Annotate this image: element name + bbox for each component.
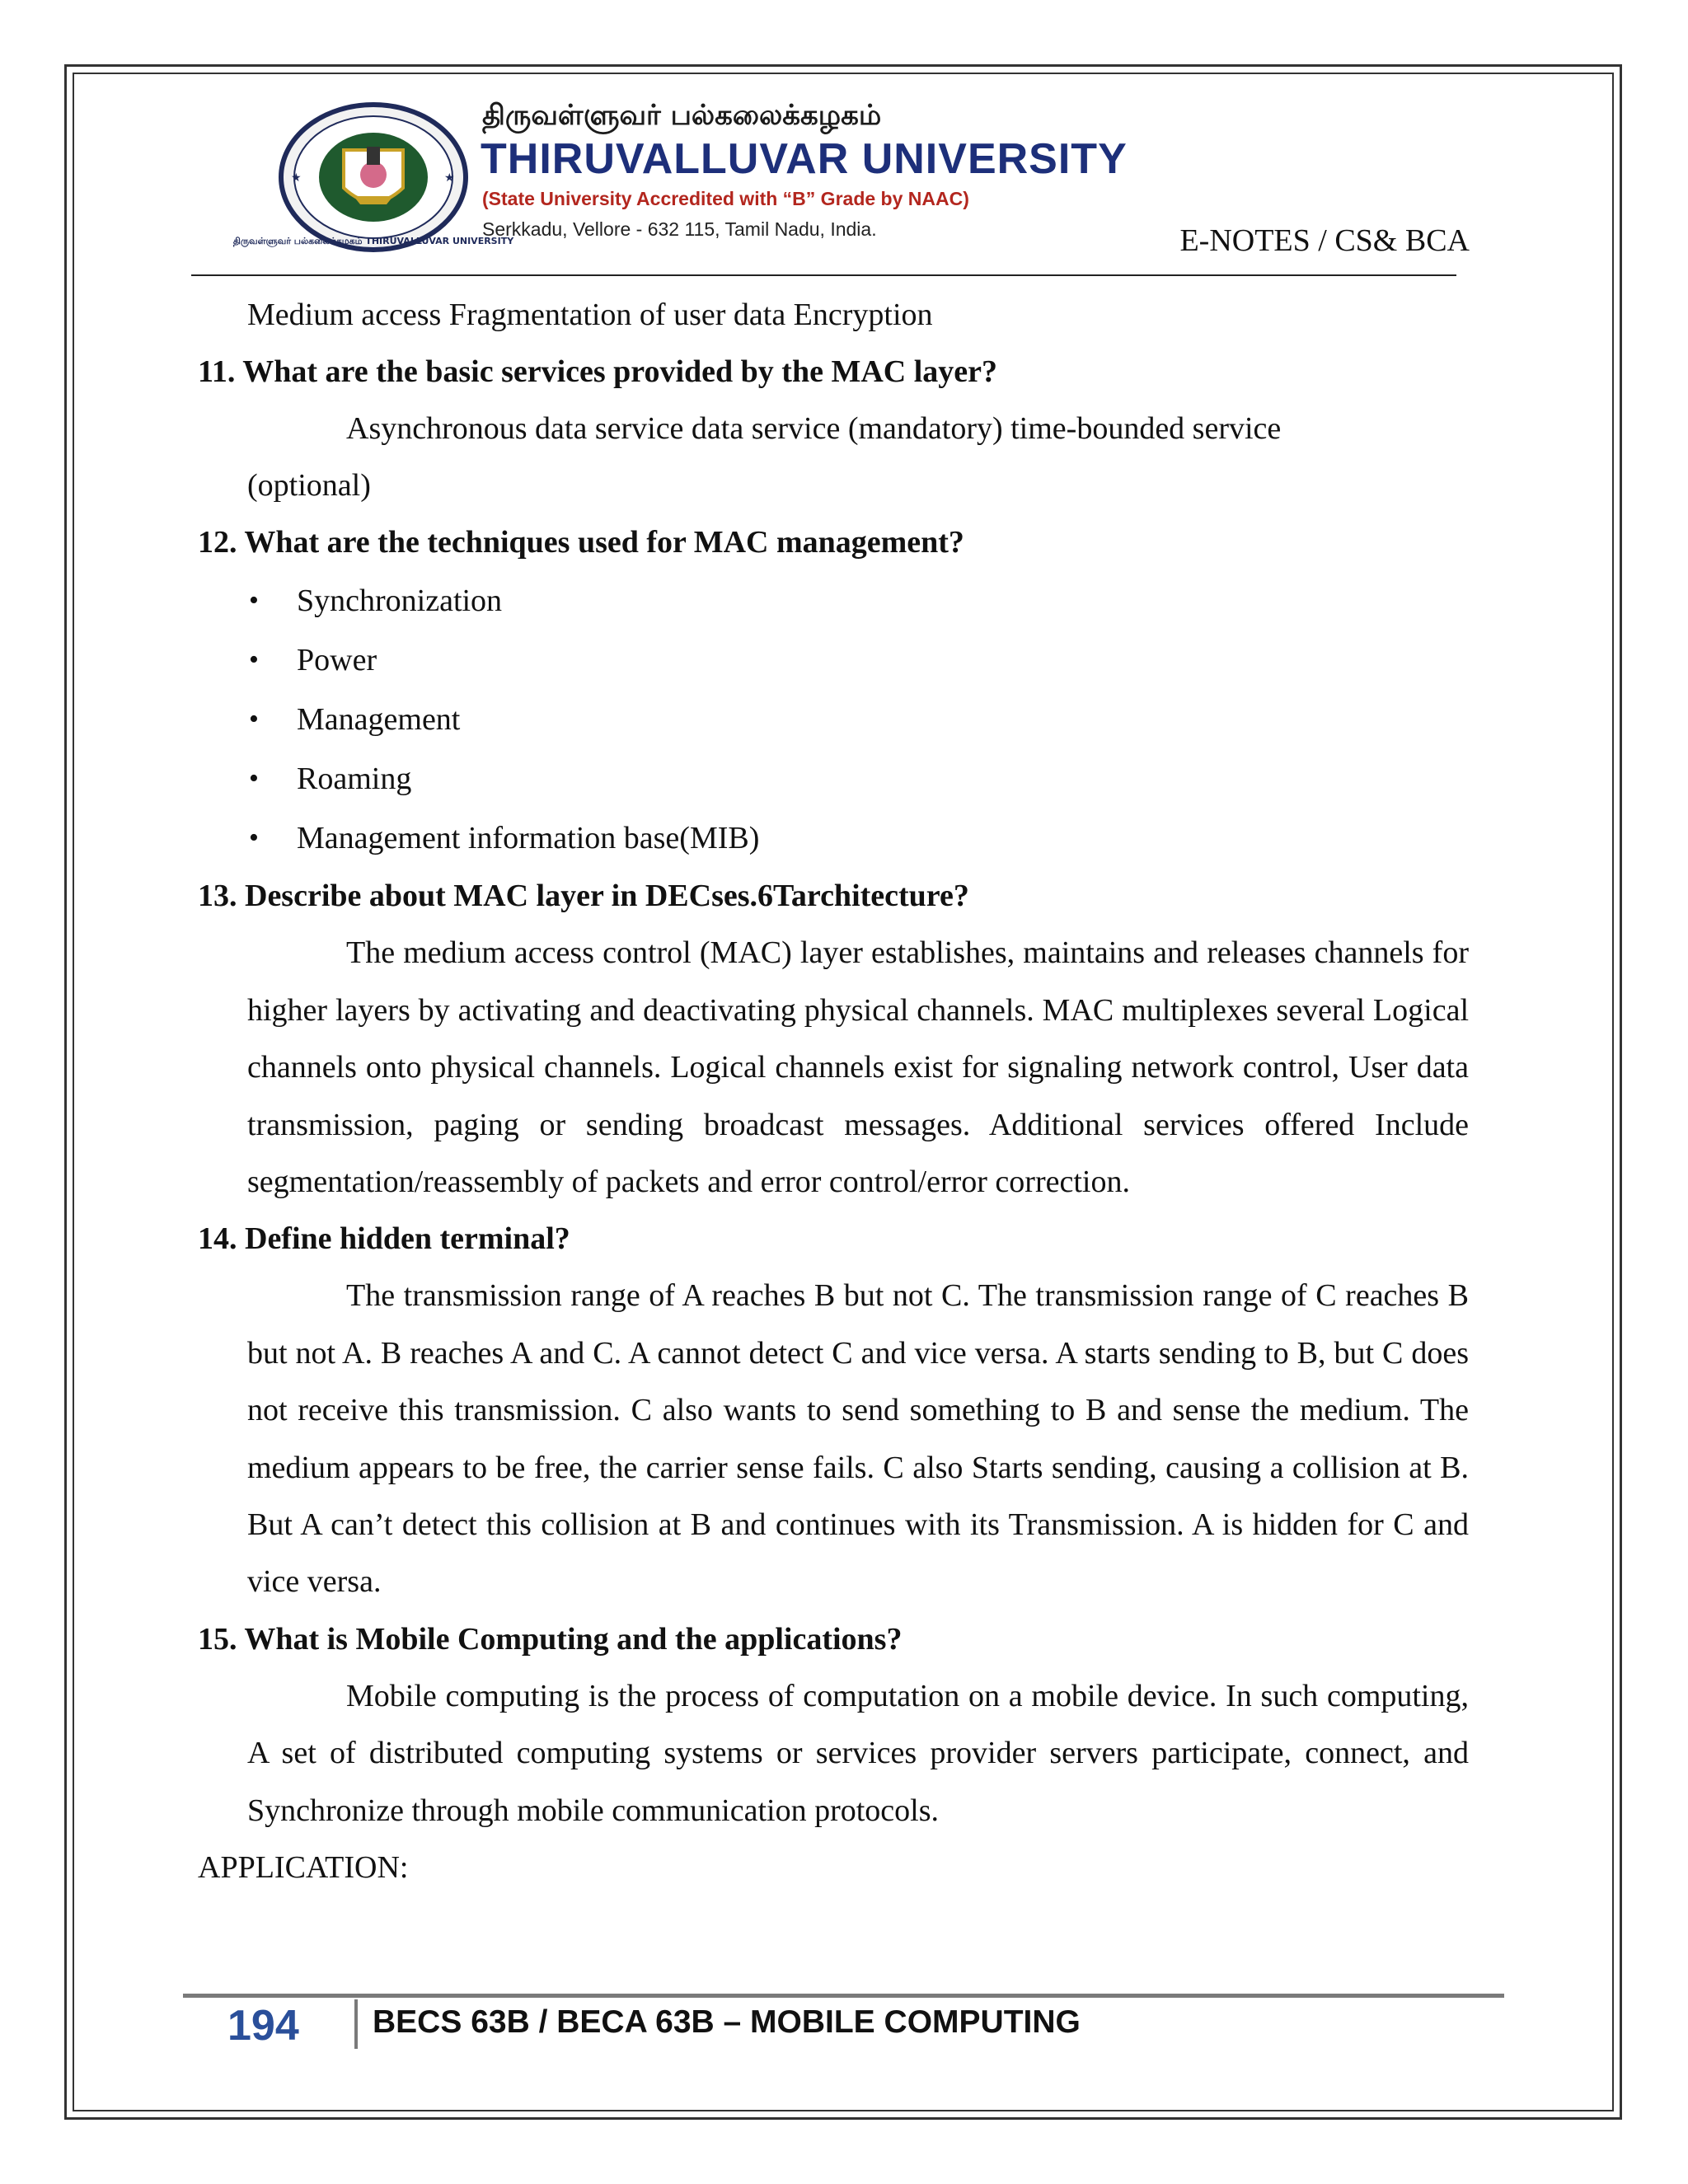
header-divider	[191, 274, 1456, 276]
question-number: 12.	[198, 525, 237, 560]
answer-11	[198, 401, 1469, 457]
list-item: • Roaming	[249, 762, 412, 797]
university-name: THIRUVALLUVAR UNIVERSITY	[481, 135, 1128, 183]
answer-13-text: The medium access control (MAC) layer establishes, maintains and releases channels for higher layers by activating and deactivating physical channels. MAC multiplexes several Logical channels onto physical channels. Logical channels exist for signaling network control, User data transmission, paging or sending broadcast messages. Additional services offered Include segmentation/reassembly of packets and error control/error correction.	[247, 935, 1469, 1200]
course-title: BECS 63B / BECA 63B – MOBILE COMPUTING	[373, 2004, 1081, 2040]
answer-11-text: Asynchronous data service data service (mandatory) time-bounded service	[346, 411, 1282, 446]
question-12	[198, 514, 1469, 571]
intro-line: Medium access Fragmentation of user data Encryption	[247, 298, 933, 332]
question-number: 15.	[198, 1621, 237, 1657]
list-item: • Management	[249, 702, 461, 738]
university-name-tamil: திருவள்ளுவர் பல்கலைக்கழகம்	[482, 99, 882, 132]
question-text: What is Mobile Computing and the applications?	[244, 1621, 903, 1657]
question-number: 13.	[198, 879, 237, 914]
page-number: 194	[227, 2002, 299, 2050]
footer-divider	[183, 1994, 1504, 1998]
application-label: APPLICATION:	[198, 1850, 409, 1886]
question-14	[198, 1211, 1469, 1268]
list-item: • Management information base(MIB)	[249, 821, 760, 856]
svg-text:★: ★	[291, 171, 302, 185]
page-content	[198, 287, 1469, 1896]
question-number: 14.	[198, 1221, 237, 1257]
accreditation-text: (State University Accredited with “B” Grade by NAAC)	[482, 188, 969, 209]
answer-15	[198, 1668, 1469, 1840]
seal-text: திருவள்ளுவர் பல்கலைக்கழகம் THIRUVALLUVAR UNIVERSITY	[232, 236, 514, 246]
university-address: Serkkadu, Vellore - 632 115, Tamil Nadu, India.	[482, 218, 877, 240]
answer-14	[198, 1268, 1469, 1610]
question-text: What are the basic services provided by the MAC layer?	[242, 354, 998, 389]
question-number: 11.	[198, 354, 236, 389]
svg-text:★: ★	[444, 171, 455, 185]
mac-management-list	[198, 571, 1469, 868]
question-text: Define hidden terminal?	[245, 1221, 570, 1257]
question-text: Describe about MAC layer in DECses.6Tarchitecture?	[245, 879, 969, 914]
answer-11-continued: (optional)	[247, 468, 371, 504]
answer-13	[198, 925, 1469, 1211]
answer-15-text: Mobile computing is the process of computation on a mobile device. In such computing, A set of distributed computing systems or services provider servers participate, connect, and Synchronize through mobile communication protocols.	[247, 1678, 1469, 1828]
footer-separator	[354, 1999, 358, 2049]
question-13	[198, 868, 1469, 925]
list-item: • Synchronization	[249, 583, 503, 619]
enotes-label: E-NOTES / CS& BCA	[1179, 223, 1470, 258]
question-11	[198, 344, 1469, 401]
question-text: What are the techniques used for MAC management?	[244, 525, 964, 560]
question-15	[198, 1611, 1469, 1668]
answer-14-text: The transmission range of A reaches B but not C. The transmission range of C reaches B but not A. B reaches A and C. A cannot detect C and vice versa. A starts sending to B, but C does not receive this transmission. C also wants to send something to B and sense the medium. The medium appears to be free, the carrier sense fails. C also Starts sending, causing a collision at B. But A can’t detect this collision at B and continues with its Transmission. A is hidden for C and vice versa.	[247, 1278, 1469, 1600]
university-seal-logo	[232, 99, 514, 255]
list-item: • Power	[249, 643, 377, 678]
